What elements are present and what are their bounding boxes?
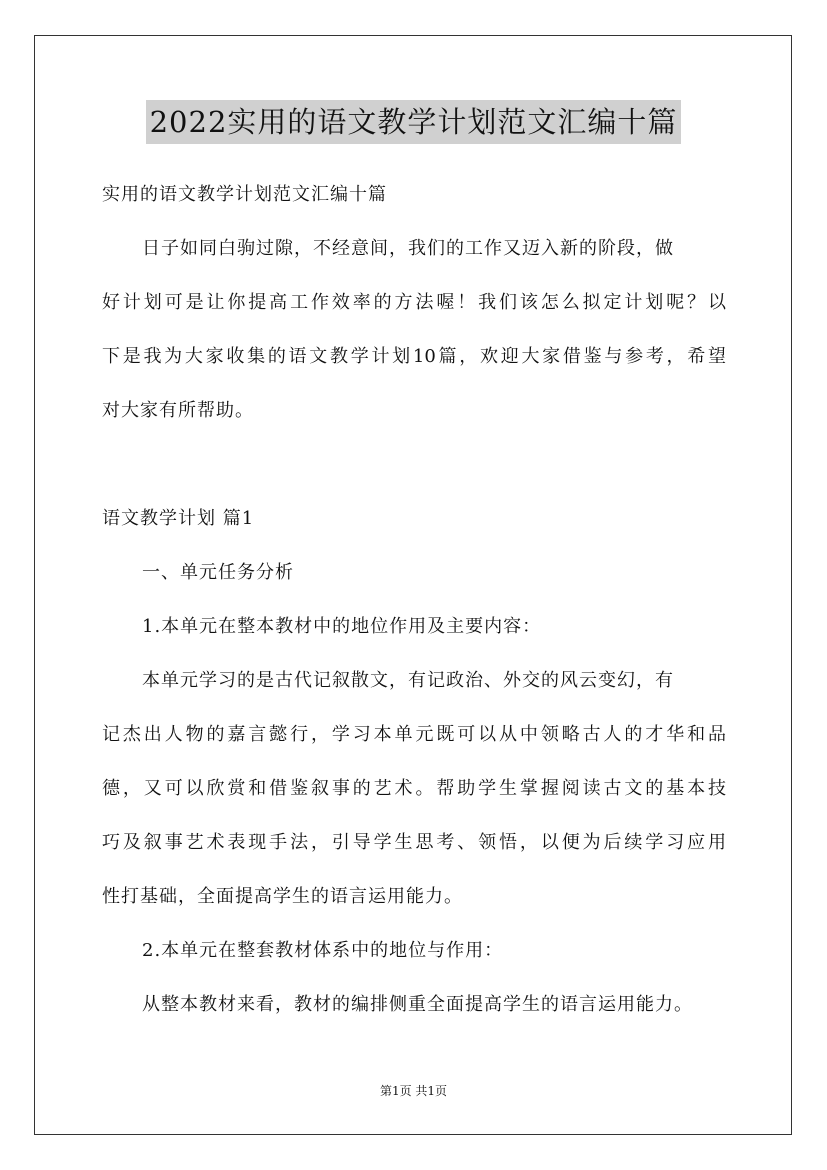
paragraph-line: 性打基础，全面提高学生的语言运用能力。: [102, 886, 463, 907]
subtitle-line: 实用的语文教学计划范文汇编十篇: [102, 184, 387, 205]
paragraph-line: 从整本教材来看，教材的编排侧重全面提高学生的语言运用能力。: [142, 994, 693, 1015]
paragraph-line: 下是我为大家收集的语文教学计划10篇，欢迎大家借鉴与参考，希望: [102, 346, 726, 367]
paragraph-line: 日子如同白驹过隙，不经意间，我们的工作又迈入新的阶段，做: [142, 238, 674, 259]
paragraph-line: 德，又可以欣赏和借鉴叙事的艺术。帮助学生掌握阅读古文的基本技: [102, 778, 726, 799]
list-item-heading: 2.本单元在整套教材体系中的地位与作用：: [142, 940, 504, 961]
subsection-heading: 一、单元任务分析: [142, 562, 294, 583]
paragraph-line: 记杰出人物的嘉言懿行，学习本单元既可以从中领略古人的才华和品: [102, 724, 726, 745]
list-item-heading: 1.本单元在整本教材中的地位作用及主要内容：: [142, 616, 542, 637]
document-title: 2022实用的语文教学计划范文汇编十篇: [146, 100, 682, 144]
paragraph-line: 本单元学习的是古代记叙散文，有记政治、外交的风云变幻，有: [142, 670, 674, 691]
title-container: [0, 100, 827, 144]
page-footer: 第1页 共1页: [379, 1084, 448, 1098]
paragraph-line: 好计划可是让你提高工作效率的方法喔！我们该怎么拟定计划呢？以: [102, 292, 726, 313]
section-heading: 语文教学计划 篇1: [102, 508, 255, 529]
paragraph-line: 巧及叙事艺术表现手法，引导学生思考、领悟，以便为后续学习应用: [102, 832, 726, 853]
paragraph-line: 对大家有所帮助。: [102, 400, 254, 421]
